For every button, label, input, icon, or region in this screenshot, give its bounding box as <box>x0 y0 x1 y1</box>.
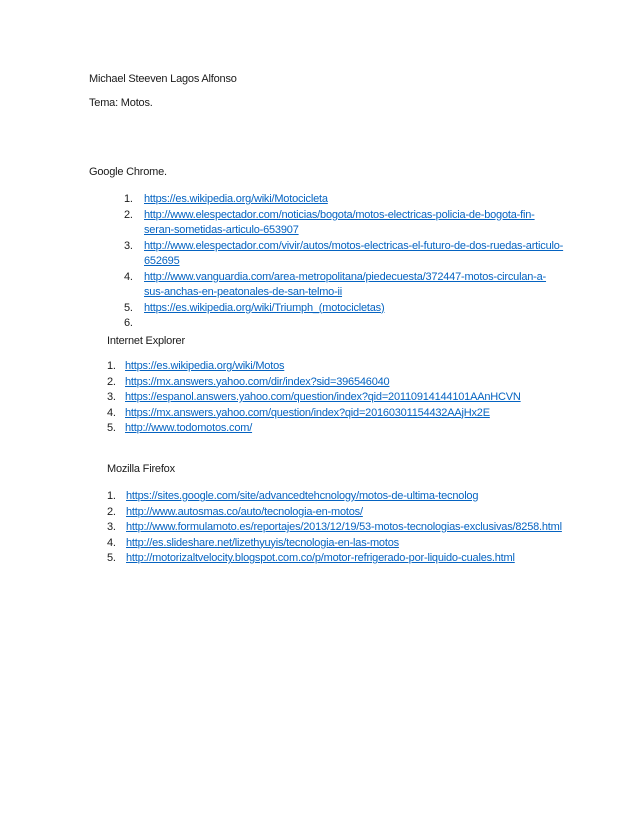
list-item-number: 1. <box>124 193 133 205</box>
reference-link[interactable]: http://www.elespectador.com/vivir/autos/motos-electricas-el-futuro-de-dos-ruedas-articulo-652695 <box>144 239 564 267</box>
list-item-number: 3. <box>107 521 116 533</box>
reference-link[interactable]: https://es.wikipedia.org/wiki/Motocicleta <box>144 193 328 205</box>
list-item-number: 4. <box>107 536 116 549</box>
reference-link[interactable]: http://www.autosmas.co/auto/tecnologia-en-motos/ <box>126 505 363 518</box>
internet-explorer-link-list <box>107 359 567 437</box>
list-item-number: 5. <box>107 422 116 434</box>
list-item <box>107 390 567 406</box>
list-item <box>124 316 564 332</box>
list-item <box>107 421 567 437</box>
list-item <box>107 551 567 567</box>
reference-link[interactable]: https://mx.answers.yahoo.com/dir/index?sid=396546040 <box>125 375 390 388</box>
reference-link[interactable]: http://www.todomotos.com/ <box>125 422 253 434</box>
list-item <box>107 520 567 536</box>
chrome-link-list <box>124 192 564 332</box>
list-item-number: 2. <box>107 505 116 518</box>
section-heading-firefox: Mozilla Firefox <box>107 463 175 475</box>
list-item <box>107 375 567 391</box>
list-item <box>107 536 567 552</box>
reference-link[interactable]: https://sites.google.com/site/advancedtehcnology/motos-de-ultima-tecnolog <box>126 490 479 502</box>
firefox-link-list <box>107 489 567 567</box>
reference-link[interactable]: http://motorizaltvelocity.blogspot.com.co/p/motor-refrigerado-por-liquido-cuales.html <box>126 552 515 564</box>
reference-link[interactable]: http://www.vanguardia.com/area-metropolitana/piedecuesta/372447-motos-circulan-a-sus-anchas-en-peatonales-de-san-telmo-ii <box>144 270 547 298</box>
topic-line: Tema: Motos. <box>89 97 153 109</box>
list-item <box>124 270 564 301</box>
list-item <box>107 359 567 375</box>
reference-link[interactable]: http://es.slideshare.net/lizethyuyis/tecnologia-en-las-motos <box>126 536 399 549</box>
list-item-number: 5. <box>124 301 133 314</box>
list-item-number: 3. <box>124 239 133 252</box>
reference-link[interactable]: http://www.formulamoto.es/reportajes/2013/12/19/53-motos-tecnologias-exclusivas/8258.html <box>126 521 562 533</box>
list-item-number: 4. <box>124 270 133 283</box>
list-item-number: 1. <box>107 360 116 372</box>
list-item-number: 4. <box>107 406 116 419</box>
reference-link[interactable]: https://espanol.answers.yahoo.com/question/index?qid=20110914144101AAnHCVN <box>125 391 521 403</box>
list-item-number: 3. <box>107 391 116 403</box>
section-heading-internet-explorer: Internet Explorer <box>107 335 185 347</box>
list-item <box>124 301 564 317</box>
list-item-number: 2. <box>107 375 116 388</box>
author-name: Michael Steeven Lagos Alfonso <box>89 73 237 85</box>
list-item <box>107 489 567 505</box>
reference-link[interactable]: https://mx.answers.yahoo.com/question/index?qid=20160301154432AAjHx2E <box>125 406 490 419</box>
reference-link[interactable]: http://www.elespectador.com/noticias/bogota/motos-electricas-policia-de-bogota-fin-seran-sometidas-articulo-653907 <box>144 208 535 236</box>
list-item-number: 6. <box>124 317 133 329</box>
list-item-number: 5. <box>107 552 116 564</box>
list-item-number: 1. <box>107 490 116 502</box>
reference-link[interactable]: https://es.wikipedia.org/wiki/Triumph_(motocicletas) <box>144 301 385 314</box>
list-item-number: 2. <box>124 208 133 221</box>
list-item <box>124 239 564 270</box>
list-item <box>107 505 567 521</box>
list-item <box>124 192 564 208</box>
list-item <box>124 208 564 239</box>
reference-link[interactable]: https://es.wikipedia.org/wiki/Motos <box>125 360 285 372</box>
section-heading-chrome: Google Chrome. <box>89 166 167 178</box>
list-item <box>107 406 567 422</box>
